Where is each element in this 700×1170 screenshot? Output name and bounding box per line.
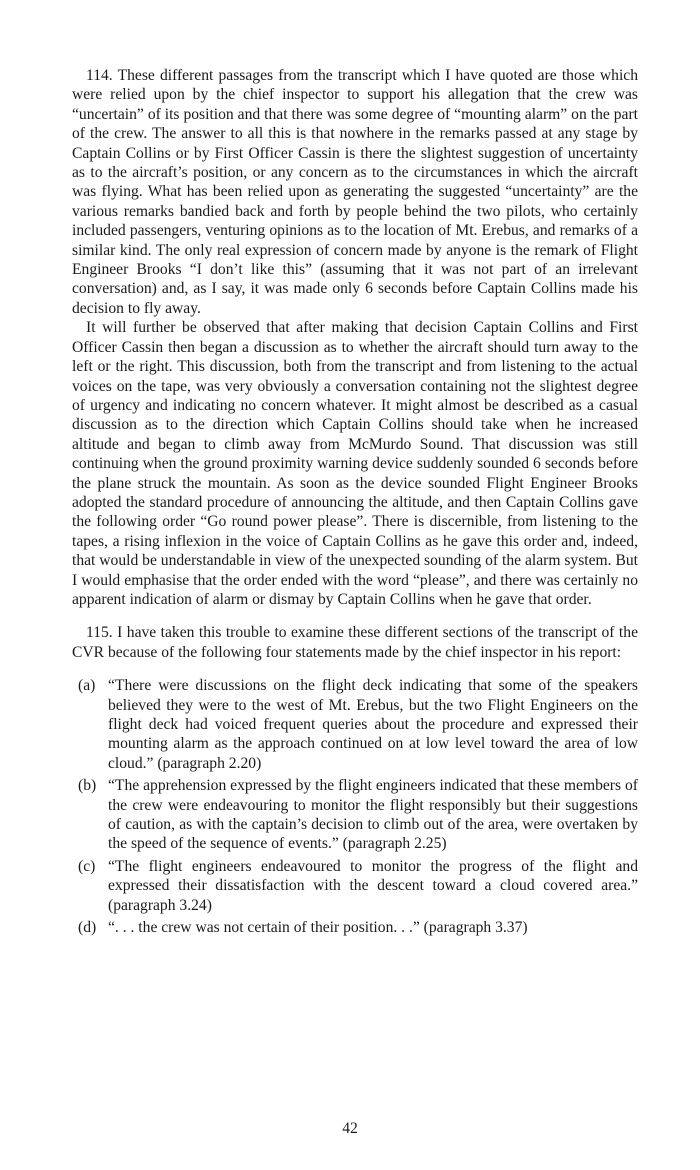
statement-text: “The flight engineers endeavoured to monitor the progress of the flight and expressed their dissatisfaction with the descent toward a cloud covered area.” (paragraph 3.24) bbox=[108, 857, 638, 914]
statement-text: “. . . the crew was not certain of their position. . .” (paragraph 3.37) bbox=[108, 919, 528, 937]
paragraph-114-continued: It will further be observed that after making that decision Captain Collins and First Officer Cassin then began a discussion as to whether the aircraft should turn away to the left or the right. This discussion, both from the transcript and from listening to the actual voices on the tape, was very obviously a conversation containing not the slightest degree of urgency and indicating no concern whatever. It might almost be described as a casual discussion as to the direction which Captain Collins should take when he increased altitude and began to climb away from McMurdo Sound. That discussion was still continuing when the ground proximity warning device suddenly sounded 6 seconds before the plane struck the mountain. As soon as the device sounded Flight Engineer Brooks adopted the standard procedure of announcing the altitude, and then Captain Collins gave the following order “Go round power please”. There is discernible, from listening to the tapes, a rising inflexion in the voice of Captain Collins as he gave this order and, indeed, that would be understandable in view of the unexpected sounding of the alarm system. But I would emphasise that the order ended with the word “please”, and there was certainly no apparent indication of alarm or dismay by Captain Collins when he gave that order. bbox=[72, 319, 639, 608]
document-page bbox=[72, 66, 638, 940]
statement-item bbox=[72, 676, 638, 773]
statement-item bbox=[72, 857, 638, 915]
statement-item bbox=[72, 776, 638, 854]
statement-text: “The apprehension expressed by the flight engineers indicated that these members of the crew were endeavouring to monitor the flight responsibly but their suggestions of caution, as with the captain’s decision to climb out of the area, were overtaken by the speed of the sequence of events.” (paragraph 2.25) bbox=[108, 777, 638, 853]
statement-marker: (b) bbox=[78, 777, 97, 795]
statement-item bbox=[72, 918, 638, 937]
statement-marker: (d) bbox=[78, 919, 97, 937]
paragraph-115: 115. I have taken this trouble to examine these different sections of the transcript of the CVR because of the following four statements made by the chief inspector in his report: bbox=[72, 624, 638, 661]
statements-list bbox=[72, 676, 638, 937]
page-number: 42 bbox=[342, 1120, 358, 1137]
statement-marker: (c) bbox=[78, 857, 96, 875]
statement-marker: (a) bbox=[78, 677, 96, 695]
statement-text: “There were discussions on the flight deck indicating that some of the speakers believed they were to the west of Mt. Erebus, but the two Flight Engineers on the flight deck had voiced frequent queries about the procedure and expressed their mounting alarm as the approach continued on at low level toward the area of low cloud.” (paragraph 2.20) bbox=[108, 677, 638, 772]
paragraph-114: 114. These different passages from the transcript which I have quoted are those which were relied upon by the chief inspector to support his allegation that the crew was “uncertain” of its position and that there was some degree of “mounting alarm” on the part of the crew. The answer to all this is that nowhere in the remarks passed at any stage by Captain Collins or by First Officer Cassin is there the slightest suggestion of uncertainty as to the aircraft’s position, or any concern as to the circumstances in which the aircraft was flying. What has been relied upon as generating the suggested “uncertainty” are the various remarks bandied back and forth by people behind the two pilots, who certainly included passengers, venturing opinions as to the location of Mt. Erebus, and remarks of a similar kind. The only real expression of concern made by anyone is the remark of Flight Engineer Brooks “I don’t like this” (assuming that it was not part of an irrelevant conversation) and, as I say, it was made only 6 seconds before Captain Collins made his decision to fly away. bbox=[72, 67, 638, 317]
